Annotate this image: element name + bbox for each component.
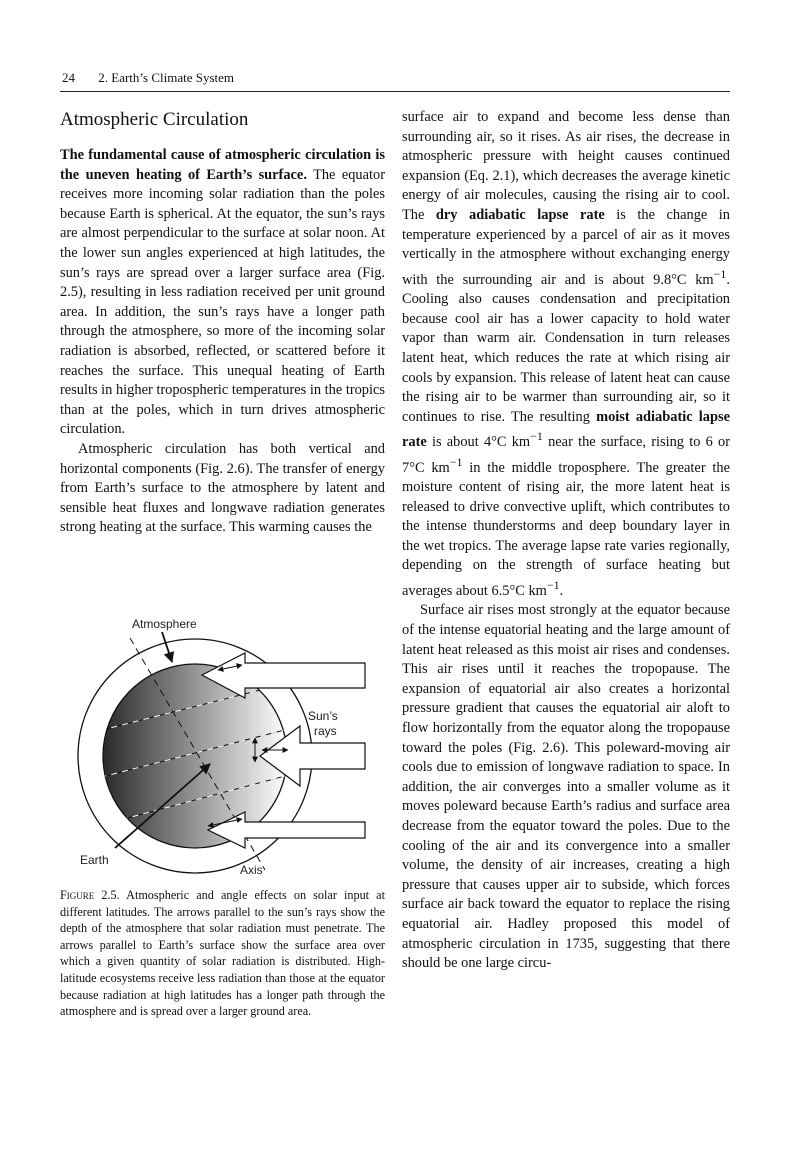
caption-label: Figure 2.5. bbox=[60, 888, 120, 902]
running-title: 2. Earth’s Climate System bbox=[98, 70, 235, 85]
label-atmosphere: Atmosphere bbox=[132, 617, 197, 631]
text-run: surface air to expand and become less dense than surrounding air, so it rises. As air rises, the decrease in atmospheric pressure with height causes continued expansion (Eq. 2.1), which decreases the average kinetic energy of air molecules, causing the rising air to cool. The bbox=[402, 109, 730, 223]
superscript: −1 bbox=[546, 578, 560, 593]
right-paragraph-1 bbox=[402, 108, 730, 601]
superscript: −1 bbox=[449, 454, 463, 469]
superscript: −1 bbox=[713, 266, 727, 281]
term-moist-adiabatic: moist adiabatic lapse rate bbox=[402, 408, 730, 451]
left-column bbox=[60, 108, 385, 538]
figure-caption bbox=[60, 887, 385, 1020]
text-run: in the middle troposphere. The greater the moisture content of rising air, the more latent heat is released to drive convective uplift, which contributes to the intense thunderstorms and deep boundary layer in the wet tropics. The average lapse rate varies regionally, depending on the strength of surface heating but averages about 6.5°C km bbox=[402, 459, 730, 599]
header-rule bbox=[60, 91, 730, 92]
text-run: near the surface, rising to 6 or 7°C km bbox=[402, 434, 730, 476]
label-axis: Axis bbox=[240, 863, 263, 877]
text-run: is the change in temperature experienced by a parcel of air as it moves vertically in the atmosphere without exchanging energy with the surrounding air and is about 9.8°C km bbox=[402, 206, 730, 288]
running-header bbox=[62, 70, 730, 86]
figure-2-5 bbox=[60, 608, 385, 883]
section-title: Atmospheric Circulation bbox=[60, 109, 249, 130]
text-run: . Cooling also causes condensation and precipitation because cool air has a lower capacity to hold water vapor than warm air. Condensation in turn releases latent heat, which reduces the rate at which rising air cools by expansion. This release of latent heat can cause the rising air to be warmer than surrounding air, so it continues to rise. The resulting bbox=[402, 271, 730, 425]
figure-diagram bbox=[60, 608, 385, 883]
term-dry-adiabatic: dry adiabatic lapse rate bbox=[435, 206, 605, 223]
right-column bbox=[402, 108, 730, 974]
label-earth: Earth bbox=[80, 853, 109, 867]
key-statement: The fundamental cause of atmospheric circulation is the uneven heating of Earth’s surface. bbox=[60, 147, 385, 183]
text-run: is about 4°C km bbox=[426, 434, 531, 451]
superscript: −1 bbox=[530, 429, 543, 444]
caption-text: Atmospheric and angle effects on solar input at different latitudes. The arrows parallel to the sun’s rays show the depth of the atmosphere that solar radiation must penetrate. The arrows parallel to Earth’s surface show the surface area over which a given quantity of solar radiation is distributed. High-latitude ecosystems receive less radiation than those at the equator because radiation at high latitudes has a longer path through the atmosphere and is spread over a larger ground area. bbox=[60, 888, 385, 1019]
left-paragraph-1 bbox=[60, 146, 385, 440]
right-paragraph-2: Surface air rises most strongly at the equator because of the intense equatorial heating and the large amount of latent heat released as this moist air rises and condenses. This air rises until it reaches the tropopause. The expansion of equatorial air also creates a horizontal pressure gradient that causes the equatorial air aloft to flow horizontally from the equator along the tropopause toward the poles (Fig. 2.6). This poleward-moving air cools due to emission of longwave radiation to space. In addition, the air converges into a smaller volume as it moves poleward because Earth’s radius and surface area decrease from the equator toward the poles. Due to the cooling of the air and its convergence into a smaller volume, the density of air increases, creating a high pressure that causes upper air to subside, which forces surface air back toward the equator to replace the rising equatorial air. Hadley proposed this model of atmospheric circulation in 1735, suggesting that there should be one large circu- bbox=[402, 602, 730, 972]
left-paragraph-2: Atmospheric circulation has both vertical and horizontal components (Fig. 2.6). The transfer of energy from Earth’s surface to the atmosphere by latent and sensible heat fluxes and longwave radiation generates strong heating at the surface. This warming causes the bbox=[60, 440, 385, 536]
label-suns: Sun’s bbox=[308, 709, 338, 723]
text-run: . bbox=[559, 582, 564, 599]
label-rays: rays bbox=[314, 724, 337, 738]
left-paragraph-1-text: The equator receives more incoming solar radiation than the poles because Earth is spherical. At the equator, the sun’s rays are almost perpendicular to the surface at solar noon. At the lower sun angles experienced at high latitudes, the sun’s rays are spread over a larger surface area (Fig. 2.5), resulting in less radiation received per unit ground area. In addition, the sun’s rays have a longer path through the atmosphere, so more of the incoming solar radiation is absorbed, reflected, or scattered before it reaches the surface. This unequal heating of Earth results in higher tropospheric temperatures in the tropics than at the poles, which in turn drives atmospheric circulation. bbox=[60, 166, 385, 438]
page-number: 24 bbox=[62, 70, 75, 85]
